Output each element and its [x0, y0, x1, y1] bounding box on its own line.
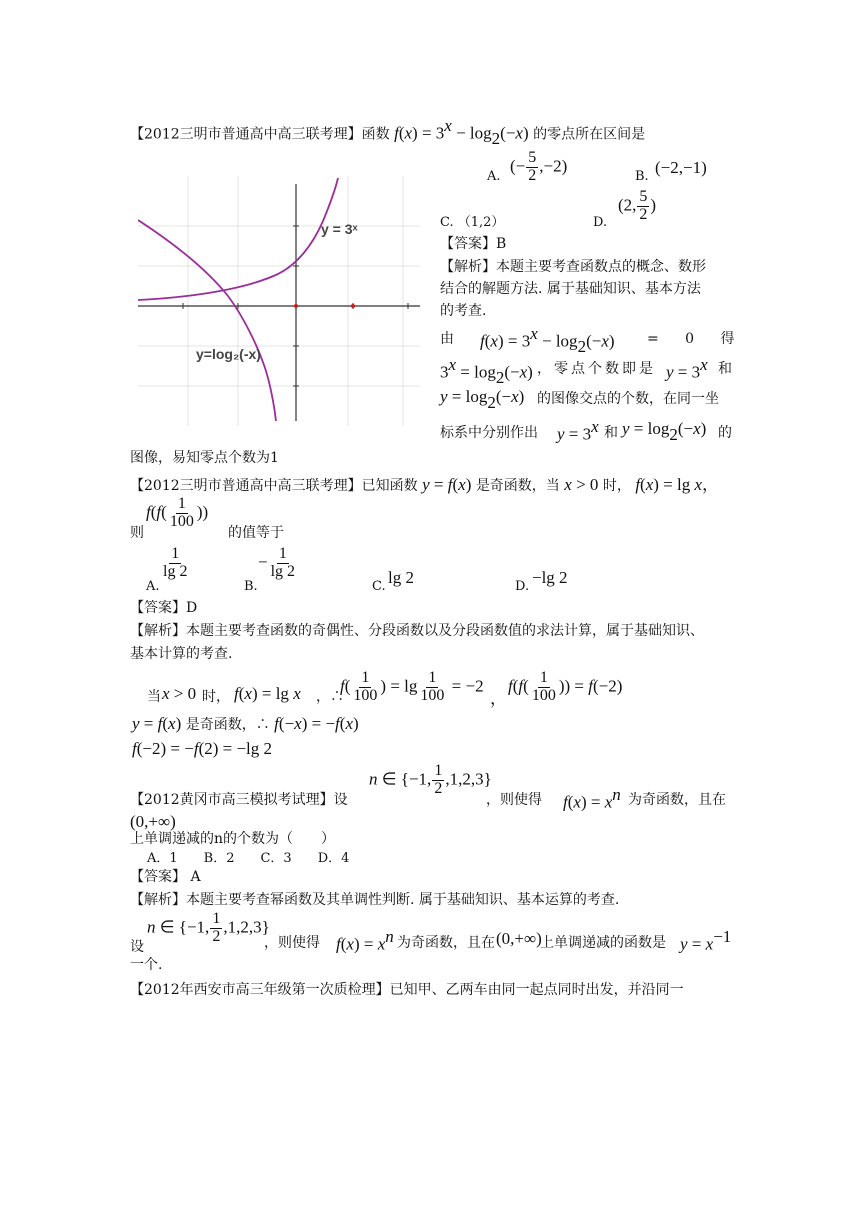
q2-therefore: ，∴ — [316, 689, 344, 705]
q3-power-fn-2: $f(x) = x^n$ — [336, 927, 394, 954]
q1-source: 【2012三明市普通高中高三联考理】 — [130, 126, 362, 143]
q3-power-fn: $f(x) = x^n$ — [563, 785, 621, 812]
q2-odd-line: y = f(x) 是奇函数，∴ f(−x) = −f(x) — [132, 714, 359, 733]
q1-coord-log: $y = \log_2(-x)$ — [622, 419, 707, 444]
q1-intersect: 的图像交点的个数，在同一坐 — [537, 391, 719, 407]
q1-and: 和 — [718, 361, 732, 377]
q4-stem — [130, 983, 684, 997]
q1-option-c: C. （1,2） — [440, 215, 505, 230]
q2-comma: ， — [490, 689, 507, 708]
q3-interval-2: (0,+∞) — [496, 929, 542, 948]
q2-stem: 【2012三明市普通高中高三联考理】已知函数 y = f(x) 是奇函数，当 x > 0 时， f(x) = lg x， — [130, 475, 720, 494]
q3-one: 一个. — [130, 957, 163, 973]
q2-option-d: −lg 2 — [532, 568, 568, 587]
q1-option-b-label: B. — [635, 169, 649, 184]
q3-make: ，则使得 — [486, 792, 542, 808]
q2-expression: f(f( $\frac{1}{100}$ )) — [146, 495, 209, 530]
q1-by: 由 — [440, 331, 454, 347]
q1-option-d-label: D. — [593, 215, 608, 230]
log-label: y=log₂(-x) — [196, 346, 261, 362]
q2-source: 【2012三明市普通高中高三联考理】 — [130, 478, 362, 494]
q1-stem: 【2012三明市普通高中高三联考理】函数 $f(x) = 3^x - \log_2(-x)$ 的零点所在区间是 — [130, 116, 646, 149]
q3-mono-text: 上单调递减的n的个数为（ ） — [130, 831, 336, 847]
q2-option-c: lg 2 — [388, 568, 414, 587]
q1-analysis-1: 【解析】本题主要考查函数点的概念、数形 — [440, 259, 706, 275]
q2-analysis-2: 基本计算的考查. — [130, 646, 233, 662]
q3-interval: (0,+∞) — [130, 812, 176, 831]
q2-when: 当 — [147, 689, 161, 705]
origin-point — [294, 304, 298, 308]
q1-analysis-2: 结合的解题方法. 属于基础知识、基本方法 — [440, 281, 701, 297]
q1-stem-pre: 函数 — [361, 126, 390, 143]
q2-stem-3: 时， — [602, 478, 631, 494]
q1-coord-and: 和 — [604, 425, 618, 441]
q2-cond: x > 0 — [162, 684, 197, 703]
q2-option-b: − $\frac{1}{\lg 2}$ — [258, 545, 296, 580]
q1-option-a: (− $\frac{5}{2}$ ,−2) — [510, 149, 568, 184]
q2-eq-calc: f( $\frac{1}{100}$ ) = lg $\frac{1}{100}$ = −2 — [340, 669, 484, 704]
q1-option-b: (−2,−1) — [655, 158, 707, 177]
q3-answer: 【答案】 A — [130, 869, 201, 885]
q2-then: 则 — [130, 525, 144, 541]
q3-set2: 设 — [130, 939, 144, 955]
q1-eq-main: $f(x) = 3^x - \log_2(-x)$ — [480, 324, 615, 357]
q2-option-c-label: C. — [372, 579, 386, 594]
q1-function-formula: f — [394, 123, 399, 143]
q1-option-a-label: A. — [487, 169, 501, 184]
q2-final-eq: f(−2) = −f(2) = −lg 2 — [132, 739, 273, 758]
q2-fx-lg: f(x) = lg x — [234, 684, 301, 703]
q2-option-b-label: B. — [244, 579, 258, 594]
q1-y-log: $y = \log_2(-x)$ — [440, 387, 525, 412]
q3-result-fn: $y = x^{-1}$ — [680, 927, 732, 954]
q1-coord-exp: $y = 3^x$ — [557, 417, 599, 444]
q3-analysis: 【解析】本题主要考查幂函数及其单调性判断. 属于基础知识、基本运算的考查. — [130, 892, 620, 908]
q2-option-a: $\frac{1}{\lg 2}$ — [163, 545, 188, 580]
q2-option-a-label: A. — [146, 579, 160, 594]
q3-source — [130, 793, 348, 807]
q4-stem-text: 已知甲、乙两车由同一起点同时出发，并沿同一 — [389, 982, 684, 998]
q2-stem-2: 是奇函数，当 — [475, 478, 560, 494]
q2-is-odd: 是奇函数，∴ — [185, 717, 270, 733]
q1-eq-2: $3^x = \log_2(-x)$ — [440, 355, 533, 388]
exp-label: y = 3ˣ — [321, 221, 358, 237]
q1-stem-post: 的零点所在区间是 — [533, 126, 646, 143]
q2-value-of: 的值等于 — [228, 525, 284, 541]
q2-stem-1: 已知函数 — [361, 478, 418, 494]
q1-option-d: (2, $\frac{5}{2}$ ) — [618, 188, 657, 223]
q3-options: A．1 B．2 C．3 D．4 — [147, 851, 350, 866]
q2-analysis-1: 【解析】本题主要考查函数的奇偶性、分段函数以及分段函数值的求法计算，属于基础知识、 — [130, 623, 704, 639]
q3-mono2: 上单调递减的函数是 — [540, 935, 666, 951]
q1-y-exp: $y = 3^x$ — [666, 355, 708, 382]
q2-option-d-label: D. — [515, 579, 530, 594]
q3-set: 设 — [333, 792, 348, 808]
unit-point — [351, 304, 355, 308]
q1-coord-pre: 标系中分别作出 — [440, 425, 538, 441]
graph-svg — [138, 176, 420, 426]
q1-function-graph — [138, 176, 420, 426]
q2-eq-nested: f(f( $\frac{1}{100}$ )) = f(−2) — [508, 669, 623, 704]
q3-odd: 为奇函数，且在 — [628, 792, 726, 808]
q3-odd2: 为奇函数，且在 — [397, 935, 495, 951]
q1-answer: 【答案】B — [440, 236, 507, 252]
q3-make2: ，则使得 — [264, 935, 320, 951]
q3-set-n-2: n ∈ {−1, $\frac{1}{2}$ ,1,2,3} — [147, 910, 270, 945]
q2-answer: 【答案】D — [130, 600, 198, 616]
q2-when-2: 时， — [202, 689, 230, 705]
q1-conclusion: 图像，易知零点个数为1 — [130, 450, 279, 466]
q1-coord-of: 的 — [718, 425, 732, 441]
q1-eq-zero: = 0 得 — [647, 331, 735, 347]
q3-source-text: 【2012黄冈市高三模拟考试理】 — [130, 792, 334, 808]
q1-analysis-3: 的考查. — [440, 303, 487, 319]
q3-set-n: n ∈ {−1, $\frac{1}{2}$ ,1,2,3} — [369, 762, 492, 797]
q1-zero-count: ，零点个数即是 — [537, 361, 656, 377]
log-curve — [138, 220, 276, 421]
q4-source: 【2012年西安市高三年级第一次质检理】 — [130, 982, 390, 998]
